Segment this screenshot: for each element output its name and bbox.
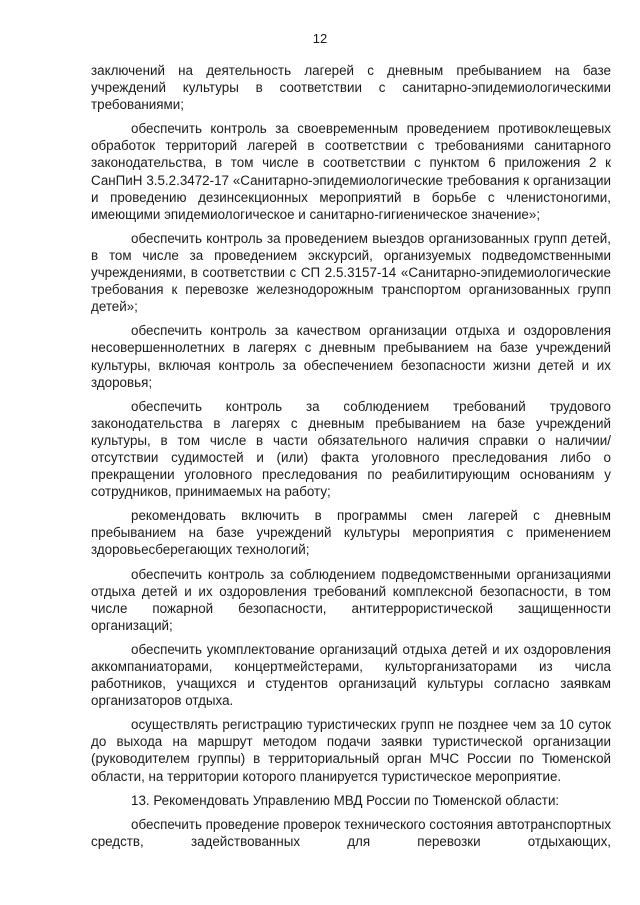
paragraph-vehicle-inspection: обеспечить проведение проверок технического состояния автотранспортных средств, задействованных для перевозки отдыхающих, <box>91 816 612 849</box>
paragraph-staffing: обеспечить укомплектование организаций отдыха детей и их оздоровления аккомпаниаторами, концертмейстерами, культорганизаторами из числа работников, учащихся и студентов организаций культуры согласно заявкам организаторов отдыха. <box>91 641 611 709</box>
page-number: 12 <box>312 31 328 46</box>
paragraph-labor-law: обеспечить контроль за соблюдением требований трудового законодательства в лагерях с дневным пребыванием на базе учреждений культуры, в том числе в части обязательного наличия справки о наличии/отсутствии судимостей и (или) факта уголовного преследования либо о прекращении уголовного преследования по реабилитирующим основаниям у сотрудников, принимаемых на работу; <box>91 398 611 500</box>
document-body <box>91 62 611 857</box>
paragraph-section-13: 13. Рекомендовать Управлению МВД России по Тюменской области: <box>131 792 560 808</box>
paragraph-group-trips: обеспечить контроль за проведением выездов организованных групп детей, в том числе за проведением экскурсий, организуемых подведомственными учреждениями, в соответствии с СП 2.5.3157-14 «Санитарно-эпидемиологические требования к перевозке железнодорожным транспортом организованных групп детей»; <box>91 230 611 315</box>
paragraph-health-tech: рекомендовать включить в программы смен лагерей с дневным пребыванием на базе учреждений культуры мероприятия с применением здоровьесберегающих технологий; <box>91 508 611 558</box>
paragraph-tick-control: обеспечить контроль за своевременным проведением противоклещевых обработок территорий лагерей в соответствии с требованиями санитарного законодательства, в том числе в соответствии с пунктом 6 приложения 2 к СанПиН 3.5.2.3472-17 «Санитарно-эпидемиологические требования к организации и проведению дезинсекционных мероприятий в борьбе с членистоногими, имеющими эпидемиологическое и санитарно-гигиеническое значение»; <box>91 121 611 222</box>
paragraph-quality-control: обеспечить контроль за качеством организации отдыха и оздоровления несовершеннолетних в лагерях с дневным пребыванием на базе учреждений культуры, включая контроль за обеспечением безопасности жизни детей и их здоровья; <box>91 323 611 390</box>
paragraph-tourist-registration: осуществлять регистрацию туристических групп не позднее чем за 10 суток до выхода на маршрут методом подачи заявки туристической организации (руководителем группы) в территориальный орган МЧС России по Тюменской области, на территории которого планируется туристическое мероприятие. <box>91 717 611 784</box>
paragraph-safety: обеспечить контроль за соблюдением подведомственными организациями отдыха детей и их оздоровления требований комплексной безопасности, в том числе пожарной безопасности, антитеррористической защищенности организаций; <box>91 566 611 633</box>
paragraph-continuation: заключений на деятельность лагерей с дневным пребыванием на базе учреждений культуры в соответствии с санитарно-эпидемиологическими требованиями; <box>91 63 611 113</box>
